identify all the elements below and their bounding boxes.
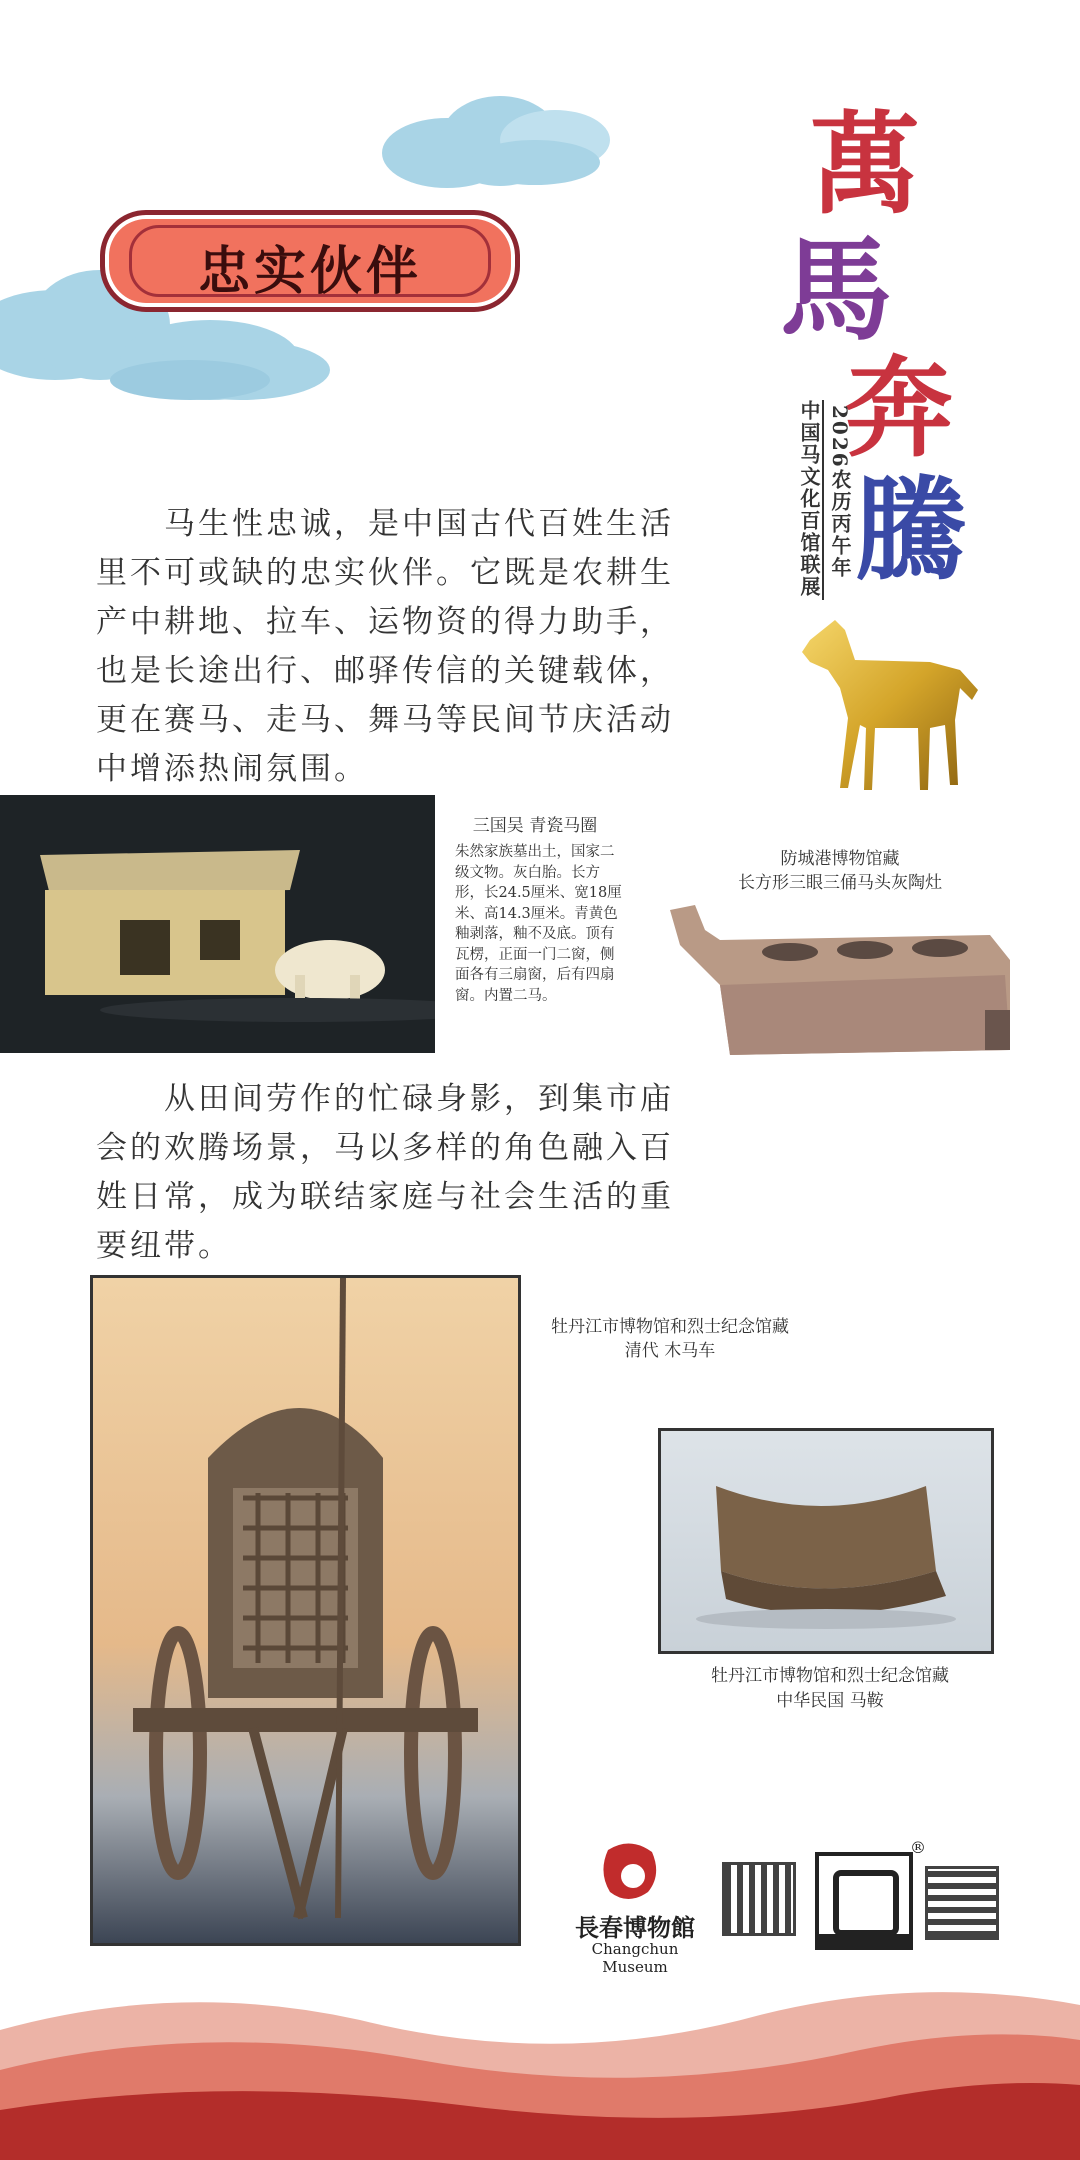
registered-mark-icon: ® bbox=[910, 1838, 926, 1857]
golden-horse-image bbox=[780, 600, 1000, 820]
intro-paragraph: 马生性忠诚，是中国古代百姓生活里不可或缺的忠实伙伴。它既是农耕生产中耕地、拉车、运物资的得力助手，也是长途出行、邮驿传信的关键载体，更在赛马、走马、舞马等民间节庆活动中增添热闹氛围。 bbox=[96, 506, 674, 787]
horse-pen-photo bbox=[0, 795, 435, 1053]
bottom-wave-decoration bbox=[0, 1960, 1080, 2160]
saddle-caption-name: 中华民国 马鞍 bbox=[776, 1691, 884, 1711]
exhibition-subtitle-name: 中国马文化百馆联展 bbox=[797, 400, 821, 598]
partner-logo-icon bbox=[815, 1852, 913, 1950]
exhibition-title-char-4: 騰 bbox=[855, 465, 967, 596]
section-title: 忠实伙伴 bbox=[197, 241, 422, 302]
wooden-cart-photo bbox=[90, 1275, 521, 1946]
qr-code-1[interactable] bbox=[722, 1862, 796, 1936]
subtitle-divider bbox=[822, 400, 824, 600]
stove-caption-name: 长方形三眼三俑马头灰陶灶 bbox=[738, 873, 942, 893]
section-title-plaque bbox=[100, 210, 520, 312]
wooden-cart-caption-collection: 牡丹江市博物馆和烈士纪念馆藏 bbox=[551, 1317, 789, 1337]
horse-pen-description: 朱然家族墓出土，国家二级文物。灰白胎。长方形，长24.5厘米、宽18厘米、高14.3厘米。青黄色釉剥落，釉不及底。顶有瓦楞，正面一门二窗，侧面各有三扇窗，后有四扇窗。内置二马。 bbox=[455, 844, 622, 1004]
museum-name-cn: 長春博物館 bbox=[575, 1913, 695, 1942]
exhibition-title-char-1: 萬 bbox=[810, 100, 920, 229]
daily-life-paragraph: 从田间劳作的忙碌身影，到集市庙会的欢腾场景，马以多样的角色融入百姓日常，成为联结家庭与社会生活的重要纽带。 bbox=[96, 1081, 674, 1264]
saddle-photo bbox=[658, 1428, 994, 1654]
exhibition-title-char-3: 奔 bbox=[845, 346, 954, 472]
exhibition-subtitle-year: 2026农历丙午年 bbox=[828, 405, 852, 579]
horse-pen-title: 三国吴 青瓷马圈 bbox=[472, 816, 598, 836]
museum-name-en: Changchun Museum bbox=[591, 1940, 679, 1976]
exhibition-title-char-2: 馬 bbox=[780, 225, 892, 356]
stove-caption-collection: 防城港博物馆藏 bbox=[780, 849, 900, 869]
wooden-cart-caption-name: 清代 木马车 bbox=[624, 1341, 716, 1361]
pottery-stove-image bbox=[650, 890, 1035, 1070]
saddle-caption-collection: 牡丹江市博物馆和烈士纪念馆藏 bbox=[711, 1666, 949, 1686]
qr-code-2[interactable] bbox=[925, 1866, 999, 1940]
changchun-museum-logo-icon bbox=[600, 1840, 660, 1902]
